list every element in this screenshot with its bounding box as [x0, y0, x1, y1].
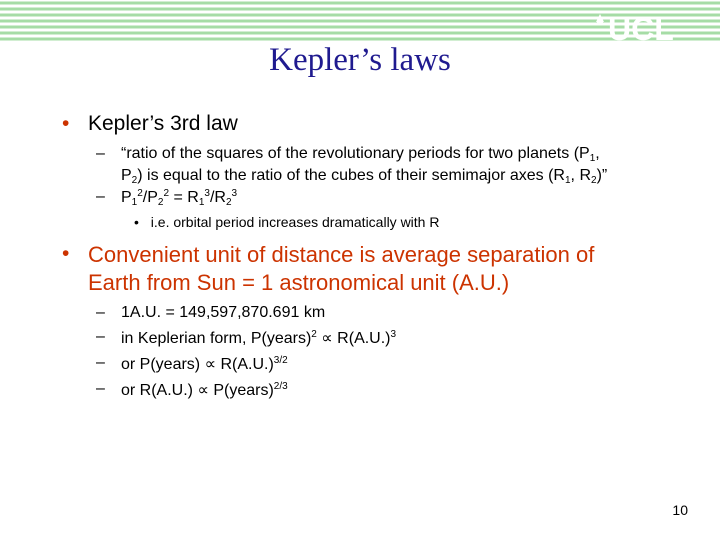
dash-marker: – — [96, 354, 105, 371]
r-proportional: or R(A.U.) ∝ P(years)$^{2/3}$ — [121, 381, 288, 399]
ucl-logo — [594, 12, 698, 42]
dash-marker: – — [96, 380, 105, 397]
keplerian-form: in Keplerian form, P(years)$^2$ ∝ $R(A.U.)^3$ — [121, 329, 397, 347]
page-number: 10 — [672, 502, 688, 518]
bullet-dot: • — [62, 242, 70, 265]
p-proportional: or P(years) ∝ $R(A.U.)^{3/2}$ — [121, 355, 288, 373]
kepler-formula: $P_1^2/P_2^2 = R_1^3/R_2^3$ — [121, 188, 238, 208]
header-banner — [0, 0, 720, 44]
dash-marker: – — [96, 188, 105, 205]
dash-marker: – — [96, 145, 105, 162]
dash-marker: – — [96, 304, 105, 321]
orbital-period-note: i.e. orbital period increases dramatically with R — [150, 214, 440, 230]
au-line2: Earth from Sun = 1 astronomical unit (A.U.) — [88, 270, 510, 295]
ucl-logo-text: UCL — [608, 12, 674, 42]
ratio-quote-line2: $P_2$) is equal to the ratio of the cubes of their semimajor axes ($R_1$, $R_2$)” — [121, 167, 608, 186]
au-km-value: 1A.U. = 149,597,870.691 km — [121, 304, 326, 321]
small-bullet-dot: • — [134, 214, 139, 230]
bullet-dot: • — [62, 112, 70, 135]
slide-title: Kepler’s laws — [269, 42, 451, 78]
ratio-quote-line1: “ratio of the squares of the revolutionary periods for two planets ($P_1$, — [121, 145, 600, 164]
bullet-label: Kepler’s 3rd law — [88, 112, 238, 135]
sub-sub-bullet-orbital — [134, 214, 439, 230]
dash-marker: – — [96, 328, 105, 345]
au-line1: Convenient unit of distance is average separation of — [88, 242, 595, 267]
